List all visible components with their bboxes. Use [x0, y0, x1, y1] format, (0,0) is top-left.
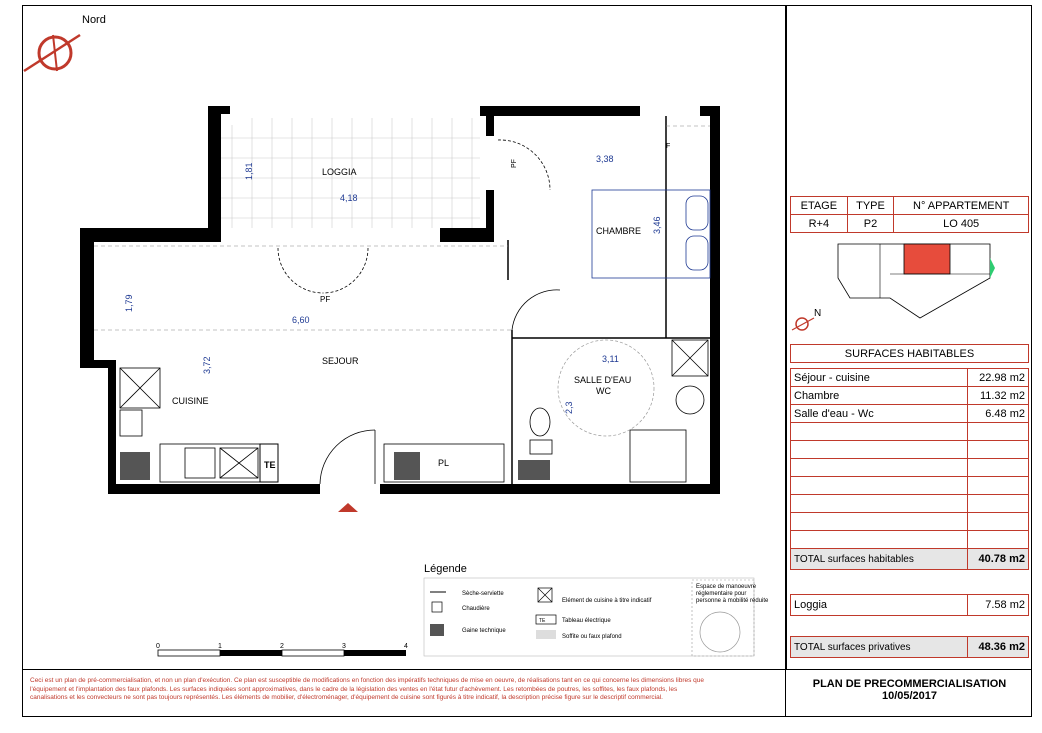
plan-date: 10/05/2017 [881, 690, 938, 702]
legend [420, 560, 769, 660]
pf-label-chambre: PF [511, 159, 518, 168]
legend-tableau: Tableau électrique [562, 618, 611, 624]
empty-row [791, 459, 1029, 477]
pmr-legend-icon [700, 612, 740, 652]
disclaimer [30, 677, 775, 703]
total-habitables-value: 40.78 m2 [968, 549, 1029, 570]
doors [278, 140, 560, 484]
room-cuisine: CUISINE [172, 396, 209, 406]
scale-4: 4 [404, 643, 408, 650]
loggia-table [790, 594, 1029, 616]
plan-title: PLAN DE PRECOMMERCIALISATION [812, 678, 1007, 690]
surface-value: 22.98 m2 [968, 369, 1029, 387]
dim-chambre-w: 3,38 [596, 154, 614, 164]
pf-label-sejour: PF [320, 295, 331, 304]
dim-sde-w: 3,11 [602, 354, 619, 364]
gaine-icon [430, 624, 444, 636]
chaudiere-icon [432, 602, 442, 612]
total-habitables-label: TOTAL surfaces habitables [791, 549, 968, 570]
empty-row [791, 441, 1029, 459]
dim-chambre-h: 3,46 [652, 216, 662, 234]
table-row [791, 369, 1029, 387]
mini-north-label: N [814, 308, 822, 319]
surfaces-title-table [790, 344, 1029, 363]
header-type: TYPE [847, 197, 894, 215]
scale-2: 2 [280, 643, 284, 650]
partitions [508, 116, 710, 484]
legend-soffite: Soffite ou faux plafond [562, 634, 622, 640]
header-appartement: N° APPARTEMENT [894, 197, 1029, 215]
apartment-highlight [904, 244, 950, 274]
room-sejour: SEJOUR [322, 356, 359, 366]
empty-row [791, 477, 1029, 495]
legend-chaudiere: Chaudière [462, 606, 490, 612]
scale-1: 1 [218, 643, 222, 650]
disclaimer-line-1: Ceci est un plan de pré-commercialisation, et non un plan d'exécution. Ce plan est susceptible de modifications en fonction des impératifs techniques de mise en oeuvre, de réalisations tant en ce qui concerne les dimensions libres que [30, 677, 705, 684]
table-row [791, 387, 1029, 405]
legend-seche: Sèche-serviette [462, 591, 504, 597]
loggia-value: 7.58 m2 [968, 595, 1029, 616]
dim-sejour-w: 6,60 [292, 315, 310, 325]
legend-espace-3: personne à mobilité réduite [696, 598, 769, 604]
empty-row [791, 423, 1029, 441]
scale-0: 0 [156, 643, 160, 650]
legend-gaine: Gaine technique [462, 628, 506, 634]
empty-row [791, 495, 1029, 513]
value-etage: R+4 [791, 215, 848, 233]
surfaces-table [790, 368, 1029, 570]
dim-sejour-h2: 3,72 [202, 356, 212, 374]
dim-loggia-w: 4,18 [340, 193, 358, 203]
te-label: TE [264, 460, 276, 470]
disclaimer-line-2: l'équipement et l'implantation des faux plafonds. Les surfaces indiquées sont approximatives, dans le cadre de la législation des ventes en l'état futur d'achèvement. Les retombées de poutres, les soffites, les faux plafonds, les [30, 685, 678, 693]
room-chambre: CHAMBRE [596, 226, 642, 236]
total-privatives-label: TOTAL surfaces privatives [791, 637, 968, 658]
dim-sejour-h1: 1,79 [124, 294, 134, 312]
room-wc: WC [596, 386, 611, 396]
room-salle-eau: SALLE D'EAU [574, 375, 632, 385]
disclaimer-line-3: canalisations et les convecteurs ne sont pas toujours représentés. Les éléments de mobilier, d'électroménager, d'équipement de cuisine sont figurés à titre indicatif, la description précise figure sur le descriptif commercial. [30, 694, 663, 701]
total-privatives-table [790, 636, 1029, 658]
table-row [791, 405, 1029, 423]
surface-value: 11.32 m2 [968, 387, 1029, 405]
plan-title-box [785, 670, 1033, 717]
room-loggia: LOGGIA [322, 167, 357, 177]
surface-label: Chambre [791, 387, 968, 405]
legend-espace-1: Espace de manoeuvre [696, 584, 757, 590]
surface-label: Séjour - cuisine [791, 369, 968, 387]
value-appartement: LO 405 [894, 215, 1029, 233]
soffite-icon [536, 630, 556, 639]
pillow-icon [686, 236, 708, 270]
total-privatives-value: 48.36 m2 [968, 637, 1029, 658]
loggia-label: Loggia [791, 595, 968, 616]
walls [80, 106, 720, 494]
compass-label: Nord [82, 14, 106, 26]
surfaces-title: SURFACES HABITABLES [791, 345, 1029, 363]
legend-espace-2: réglementaire pour [696, 591, 747, 597]
entrance-arrow-icon [338, 503, 358, 512]
pillow-icon [686, 196, 708, 230]
key-plan [790, 238, 1030, 338]
pl-label: PL [438, 458, 450, 468]
scale-3: 3 [342, 643, 346, 650]
empty-row [791, 513, 1029, 531]
empty-row [791, 531, 1029, 549]
surface-label: Salle d'eau - Wc [791, 405, 968, 423]
legend-te: TE [539, 618, 546, 624]
scale-bar [150, 640, 420, 662]
value-type: P2 [847, 215, 894, 233]
gaine-technique [120, 452, 550, 480]
legend-element-cuisine: Elément de cuisine à titre indicatif [562, 598, 652, 604]
header-etage: ETAGE [791, 197, 848, 215]
legend-title: Légende [424, 563, 467, 575]
surface-value: 6.48 m2 [968, 405, 1029, 423]
dim-loggia-h: 1,81 [244, 162, 254, 180]
apartment-info-table [790, 196, 1029, 233]
f-label: F [666, 143, 671, 150]
dim-sde-h: 2,3 [564, 401, 574, 414]
